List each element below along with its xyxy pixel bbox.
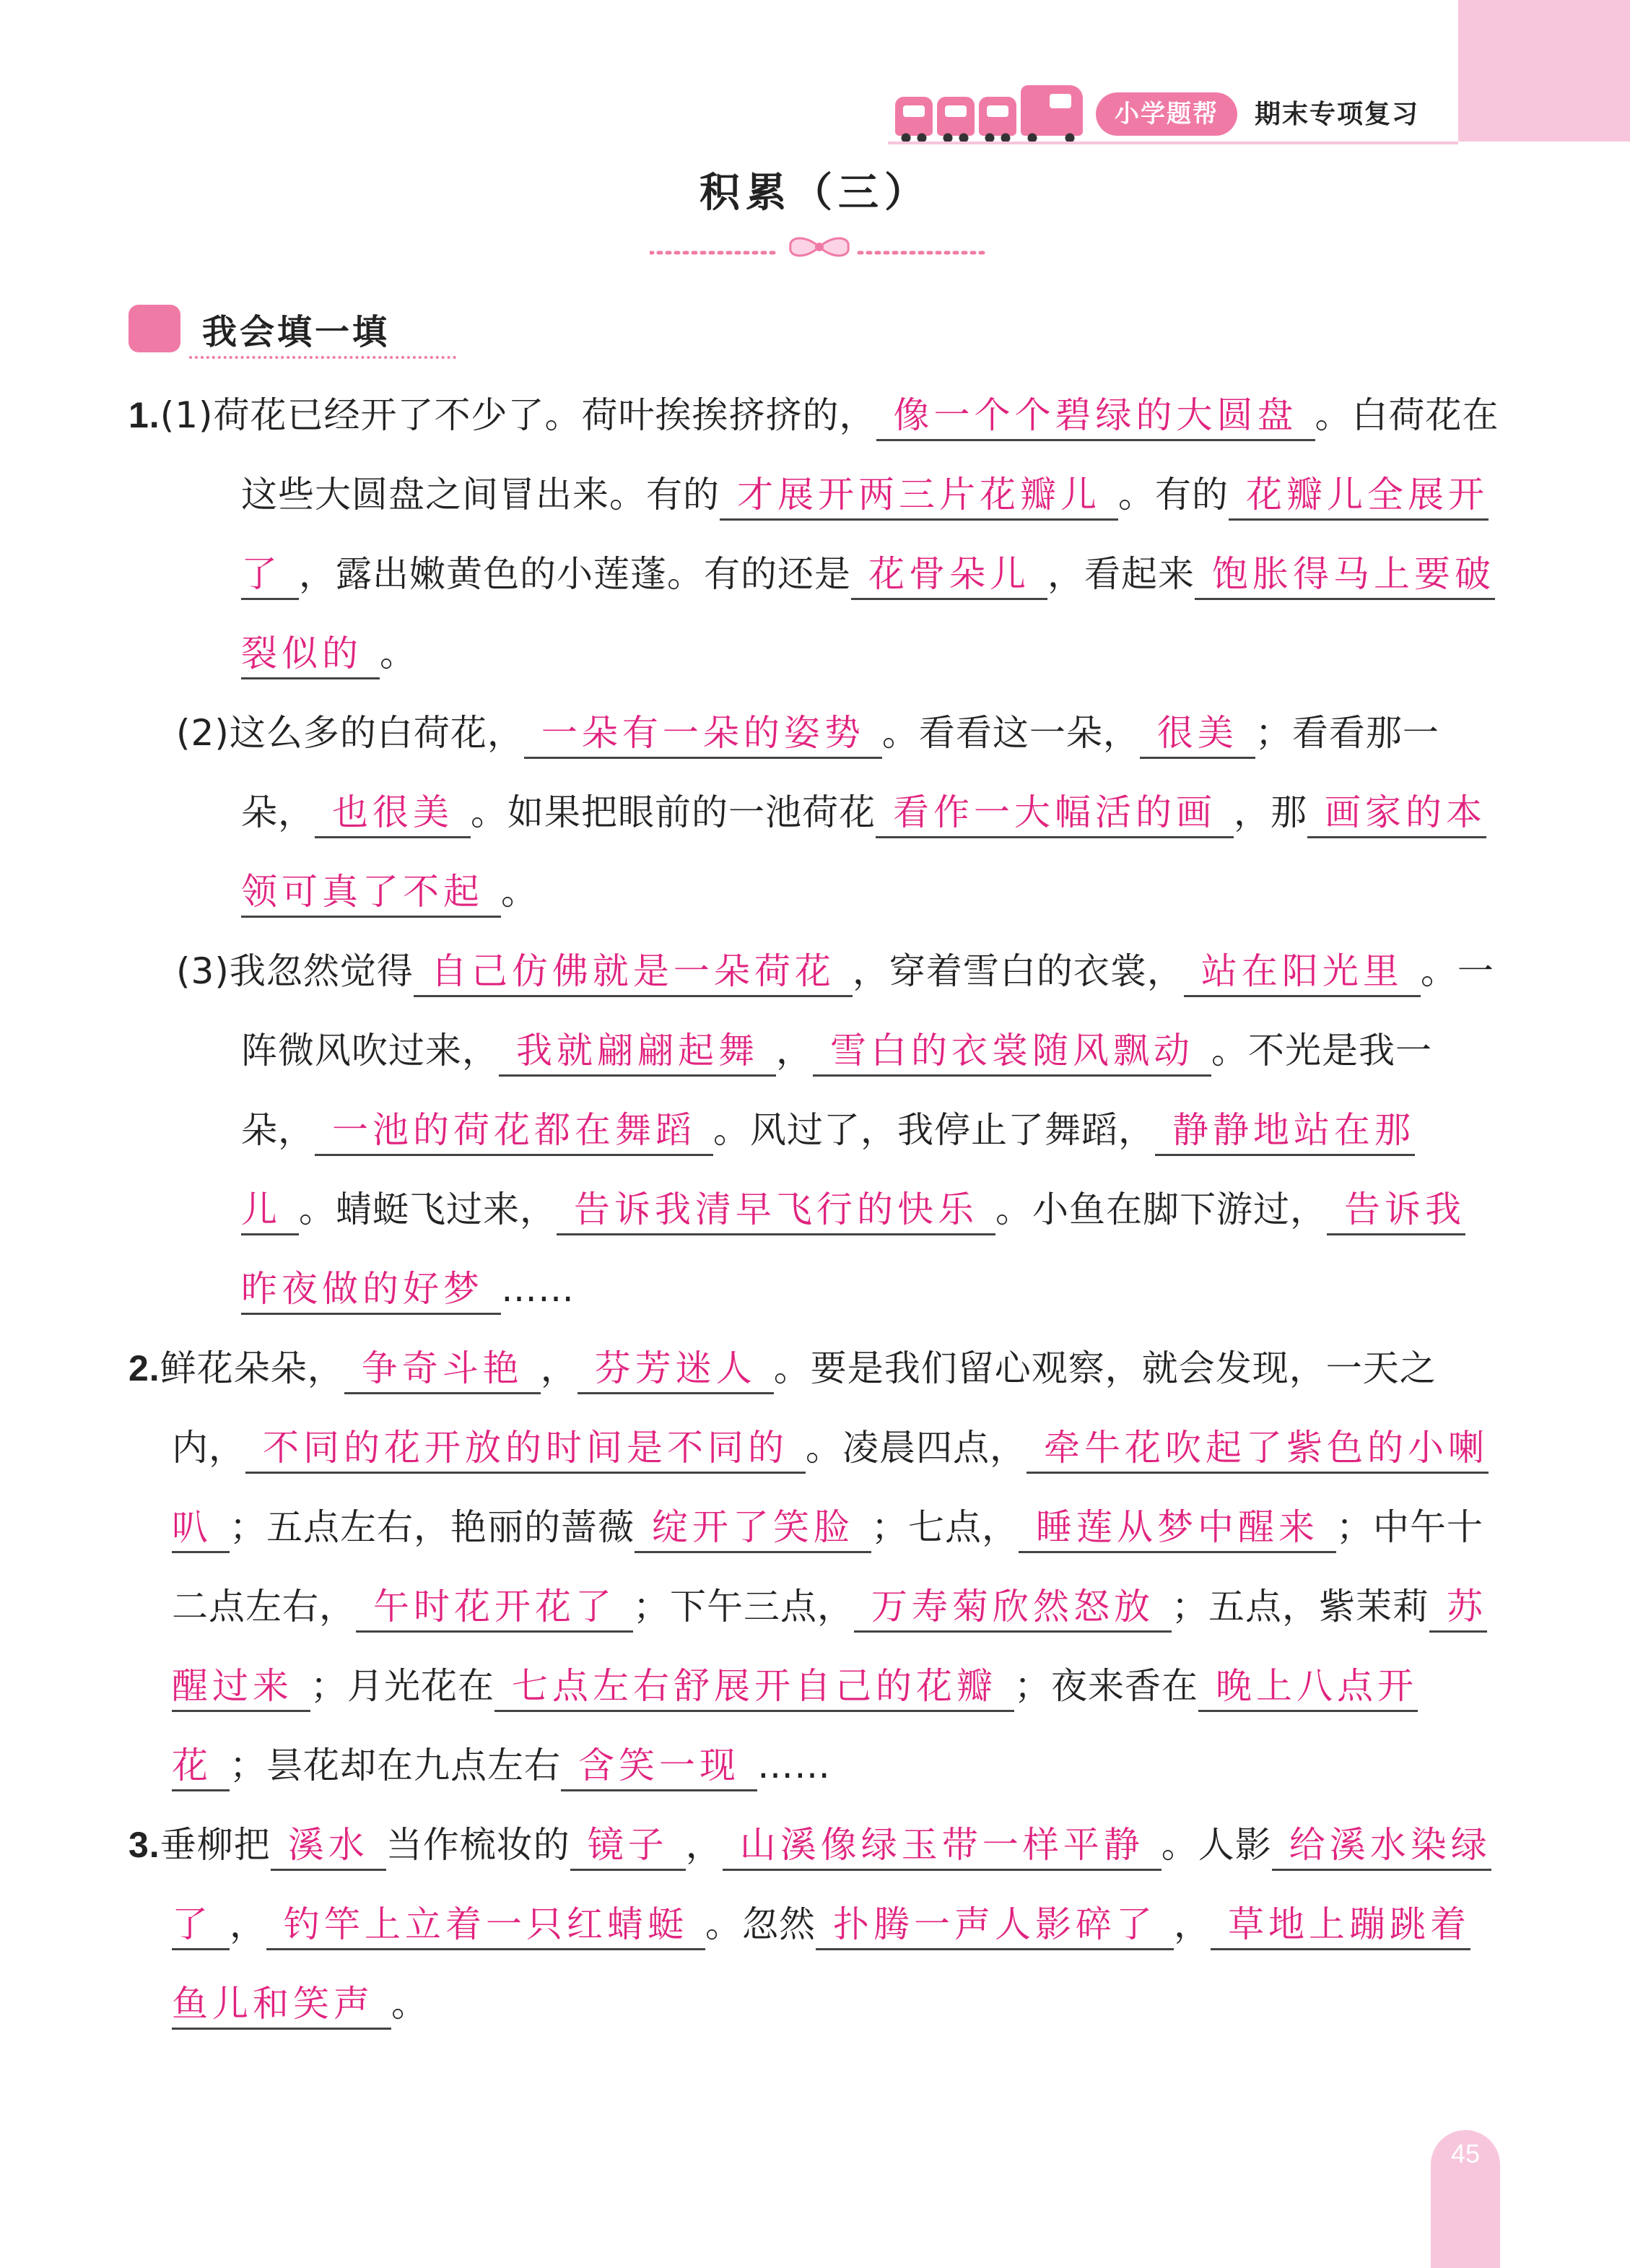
text: ，看起来: [1047, 553, 1195, 595]
header-title: 期末专项复习: [1255, 100, 1420, 129]
text: 。凌晨四点，: [806, 1427, 1027, 1469]
answer-blank[interactable]: 也很美: [315, 791, 471, 838]
answer-blank[interactable]: 看作一大幅活的画: [876, 791, 1234, 838]
answer-blank[interactable]: 草地上蹦跳着鱼儿和笑声: [172, 1903, 1470, 2030]
answer-blank[interactable]: 不同的花开放的时间是不同的: [245, 1427, 806, 1474]
text: ……: [501, 1268, 575, 1310]
text: 。: [391, 1983, 428, 2025]
answer-blank[interactable]: 像一个个碧绿的大圆盘: [876, 394, 1315, 441]
text: 。有的: [1118, 474, 1229, 516]
bow-divider-icon: [650, 233, 989, 261]
text: 。如果把眼前的一池荷花: [471, 791, 876, 833]
answer-blank[interactable]: 很美: [1140, 712, 1255, 759]
text: ；夜来香在: [1014, 1665, 1198, 1707]
text: 。看看这一朵，: [881, 712, 1140, 754]
text: ，: [1174, 1903, 1211, 1945]
answer-blank[interactable]: 苏醒过来: [172, 1586, 1487, 1712]
text: ；五点，紫茉莉: [1172, 1586, 1429, 1628]
text: ，: [685, 1824, 723, 1866]
text: 鲜花朵朵，: [160, 1347, 344, 1389]
text: 。小鱼在脚下游过，: [995, 1189, 1327, 1230]
text: 。白荷花在这些大圆盘之间冒出来。有的: [241, 394, 1499, 516]
answer-blank[interactable]: 自己仿佛就是一朵荷花: [414, 950, 853, 997]
answer-blank[interactable]: 告诉我清早飞行的快乐: [557, 1189, 995, 1235]
text: ，那: [1234, 791, 1307, 833]
text: 。人影: [1161, 1824, 1272, 1866]
answer-blank[interactable]: 我就翩翩起舞: [499, 1030, 776, 1077]
answer-blank[interactable]: 晚上八点开花: [172, 1665, 1418, 1791]
text: 垂柳把: [160, 1824, 271, 1866]
text: ；五点左右，艳丽的蔷薇: [230, 1506, 635, 1548]
answer-blank[interactable]: 争奇斗艳: [344, 1347, 541, 1394]
text: 。要是我们留心观察，就会发现，一天之内，: [172, 1347, 1437, 1469]
question-2: [128, 1329, 1500, 1805]
text: ，: [540, 1347, 578, 1389]
text: ；下午三点，: [633, 1586, 854, 1628]
train-car-icon: [937, 97, 975, 136]
train-icon: [895, 85, 1083, 136]
answer-blank[interactable]: 绽开了笑脸: [635, 1506, 871, 1553]
question-1-part-3: [128, 931, 1500, 1329]
answer-blank[interactable]: 万寿菊欣然怒放: [854, 1586, 1172, 1633]
answer-blank[interactable]: 花瓣儿全展开了: [241, 474, 1489, 600]
train-engine-icon: [1021, 85, 1083, 136]
text: ……: [757, 1745, 831, 1786]
page-title: 积累（三）: [699, 170, 931, 217]
text: ；中午十二点左右，: [172, 1506, 1483, 1628]
text: 。忽然: [705, 1903, 816, 1945]
section-marker-icon: [128, 305, 180, 352]
section-label: 我会填一填: [202, 311, 391, 352]
header-divider: [888, 142, 1458, 144]
train-car-icon: [979, 97, 1016, 136]
corner-pink-block: [1458, 0, 1630, 142]
text: 。一阵微风吹过来，: [241, 950, 1494, 1072]
text: ，露出嫩黄色的小莲蓬。有的还是: [299, 553, 851, 595]
text: 荷花已经开了不少了。荷叶挨挨挤挤的，: [213, 394, 876, 436]
train-car-icon: [895, 97, 933, 136]
question-3: [128, 1805, 1500, 2043]
text: 当作梳妆的: [385, 1824, 570, 1866]
answer-blank[interactable]: 一朵有一朵的姿势: [524, 712, 882, 759]
answer-blank[interactable]: 静静地站在那儿: [241, 1109, 1415, 1235]
text: ，: [776, 1030, 813, 1072]
text: 。蜻蜓飞过来，: [299, 1189, 557, 1230]
answer-blank[interactable]: 镜子: [570, 1824, 686, 1871]
text: ，: [230, 1903, 266, 1945]
text: ；月光花在: [310, 1665, 494, 1707]
answer-blank[interactable]: 钓竿上立着一只红蜻蜓: [266, 1903, 705, 1950]
section-header: [128, 300, 390, 357]
answer-blank[interactable]: 扑腾一声人影碎了: [816, 1903, 1174, 1950]
brand-badge: 小学题帮: [1096, 92, 1237, 136]
answer-blank[interactable]: 给溪水染绿了: [172, 1824, 1491, 1950]
question-number: 1.: [128, 395, 160, 435]
answer-blank[interactable]: 画家的本领可真了不起: [241, 791, 1486, 918]
text: 。风过了，我停止了舞蹈，: [713, 1109, 1155, 1151]
answer-blank[interactable]: 花骨朵儿: [851, 553, 1047, 600]
text: ；七点，: [871, 1506, 1019, 1548]
text: 。: [380, 633, 417, 674]
answer-blank[interactable]: 午时花开花了: [356, 1586, 633, 1633]
answer-blank[interactable]: 睡莲从梦中醒来: [1019, 1506, 1336, 1553]
question-number: 3.: [128, 1825, 160, 1865]
answer-blank[interactable]: 七点左右舒展开自己的花瓣: [494, 1665, 1014, 1712]
answer-blank[interactable]: 溪水: [271, 1824, 386, 1871]
text: 。: [501, 871, 538, 913]
sub-label: (3): [176, 950, 230, 992]
answer-blank[interactable]: 含笑一现: [561, 1745, 757, 1791]
answer-blank[interactable]: 站在阳光里: [1184, 950, 1421, 997]
answer-blank[interactable]: 芬芳迷人: [578, 1347, 774, 1394]
answer-blank[interactable]: 山溪像绿玉带一样平静: [723, 1824, 1162, 1871]
section-underline: [189, 356, 456, 359]
answer-blank[interactable]: 饱胀得马上要破裂似的: [241, 553, 1495, 679]
text: 我忽然觉得: [229, 950, 414, 992]
exercise-content: [128, 375, 1500, 2043]
answer-blank[interactable]: 告诉我昨夜做的好梦: [241, 1189, 1465, 1315]
answer-blank[interactable]: 雪白的衣裳随风飘动: [813, 1030, 1211, 1077]
sub-label: (2): [176, 712, 230, 754]
answer-blank[interactable]: 牵牛花吹起了紫色的小喇叭: [172, 1427, 1489, 1553]
sub-label: (1): [160, 394, 214, 436]
text: 这么多的白荷花，: [229, 712, 524, 754]
text: ；看看那一朵，: [241, 712, 1439, 833]
question-1-part-2: [128, 693, 1500, 931]
text: ；昙花却在九点左右: [230, 1745, 561, 1786]
answer-blank[interactable]: 才展开两三片花瓣儿: [720, 474, 1118, 521]
text: ，穿着雪白的衣裳，: [852, 950, 1184, 992]
question-1-part-1: [128, 375, 1500, 693]
question-number: 2.: [128, 1348, 160, 1389]
text: 。不光是我一朵，: [241, 1030, 1432, 1151]
answer-blank[interactable]: 一池的荷花都在舞蹈: [315, 1109, 713, 1156]
page-number: 45: [1450, 2139, 1481, 2168]
